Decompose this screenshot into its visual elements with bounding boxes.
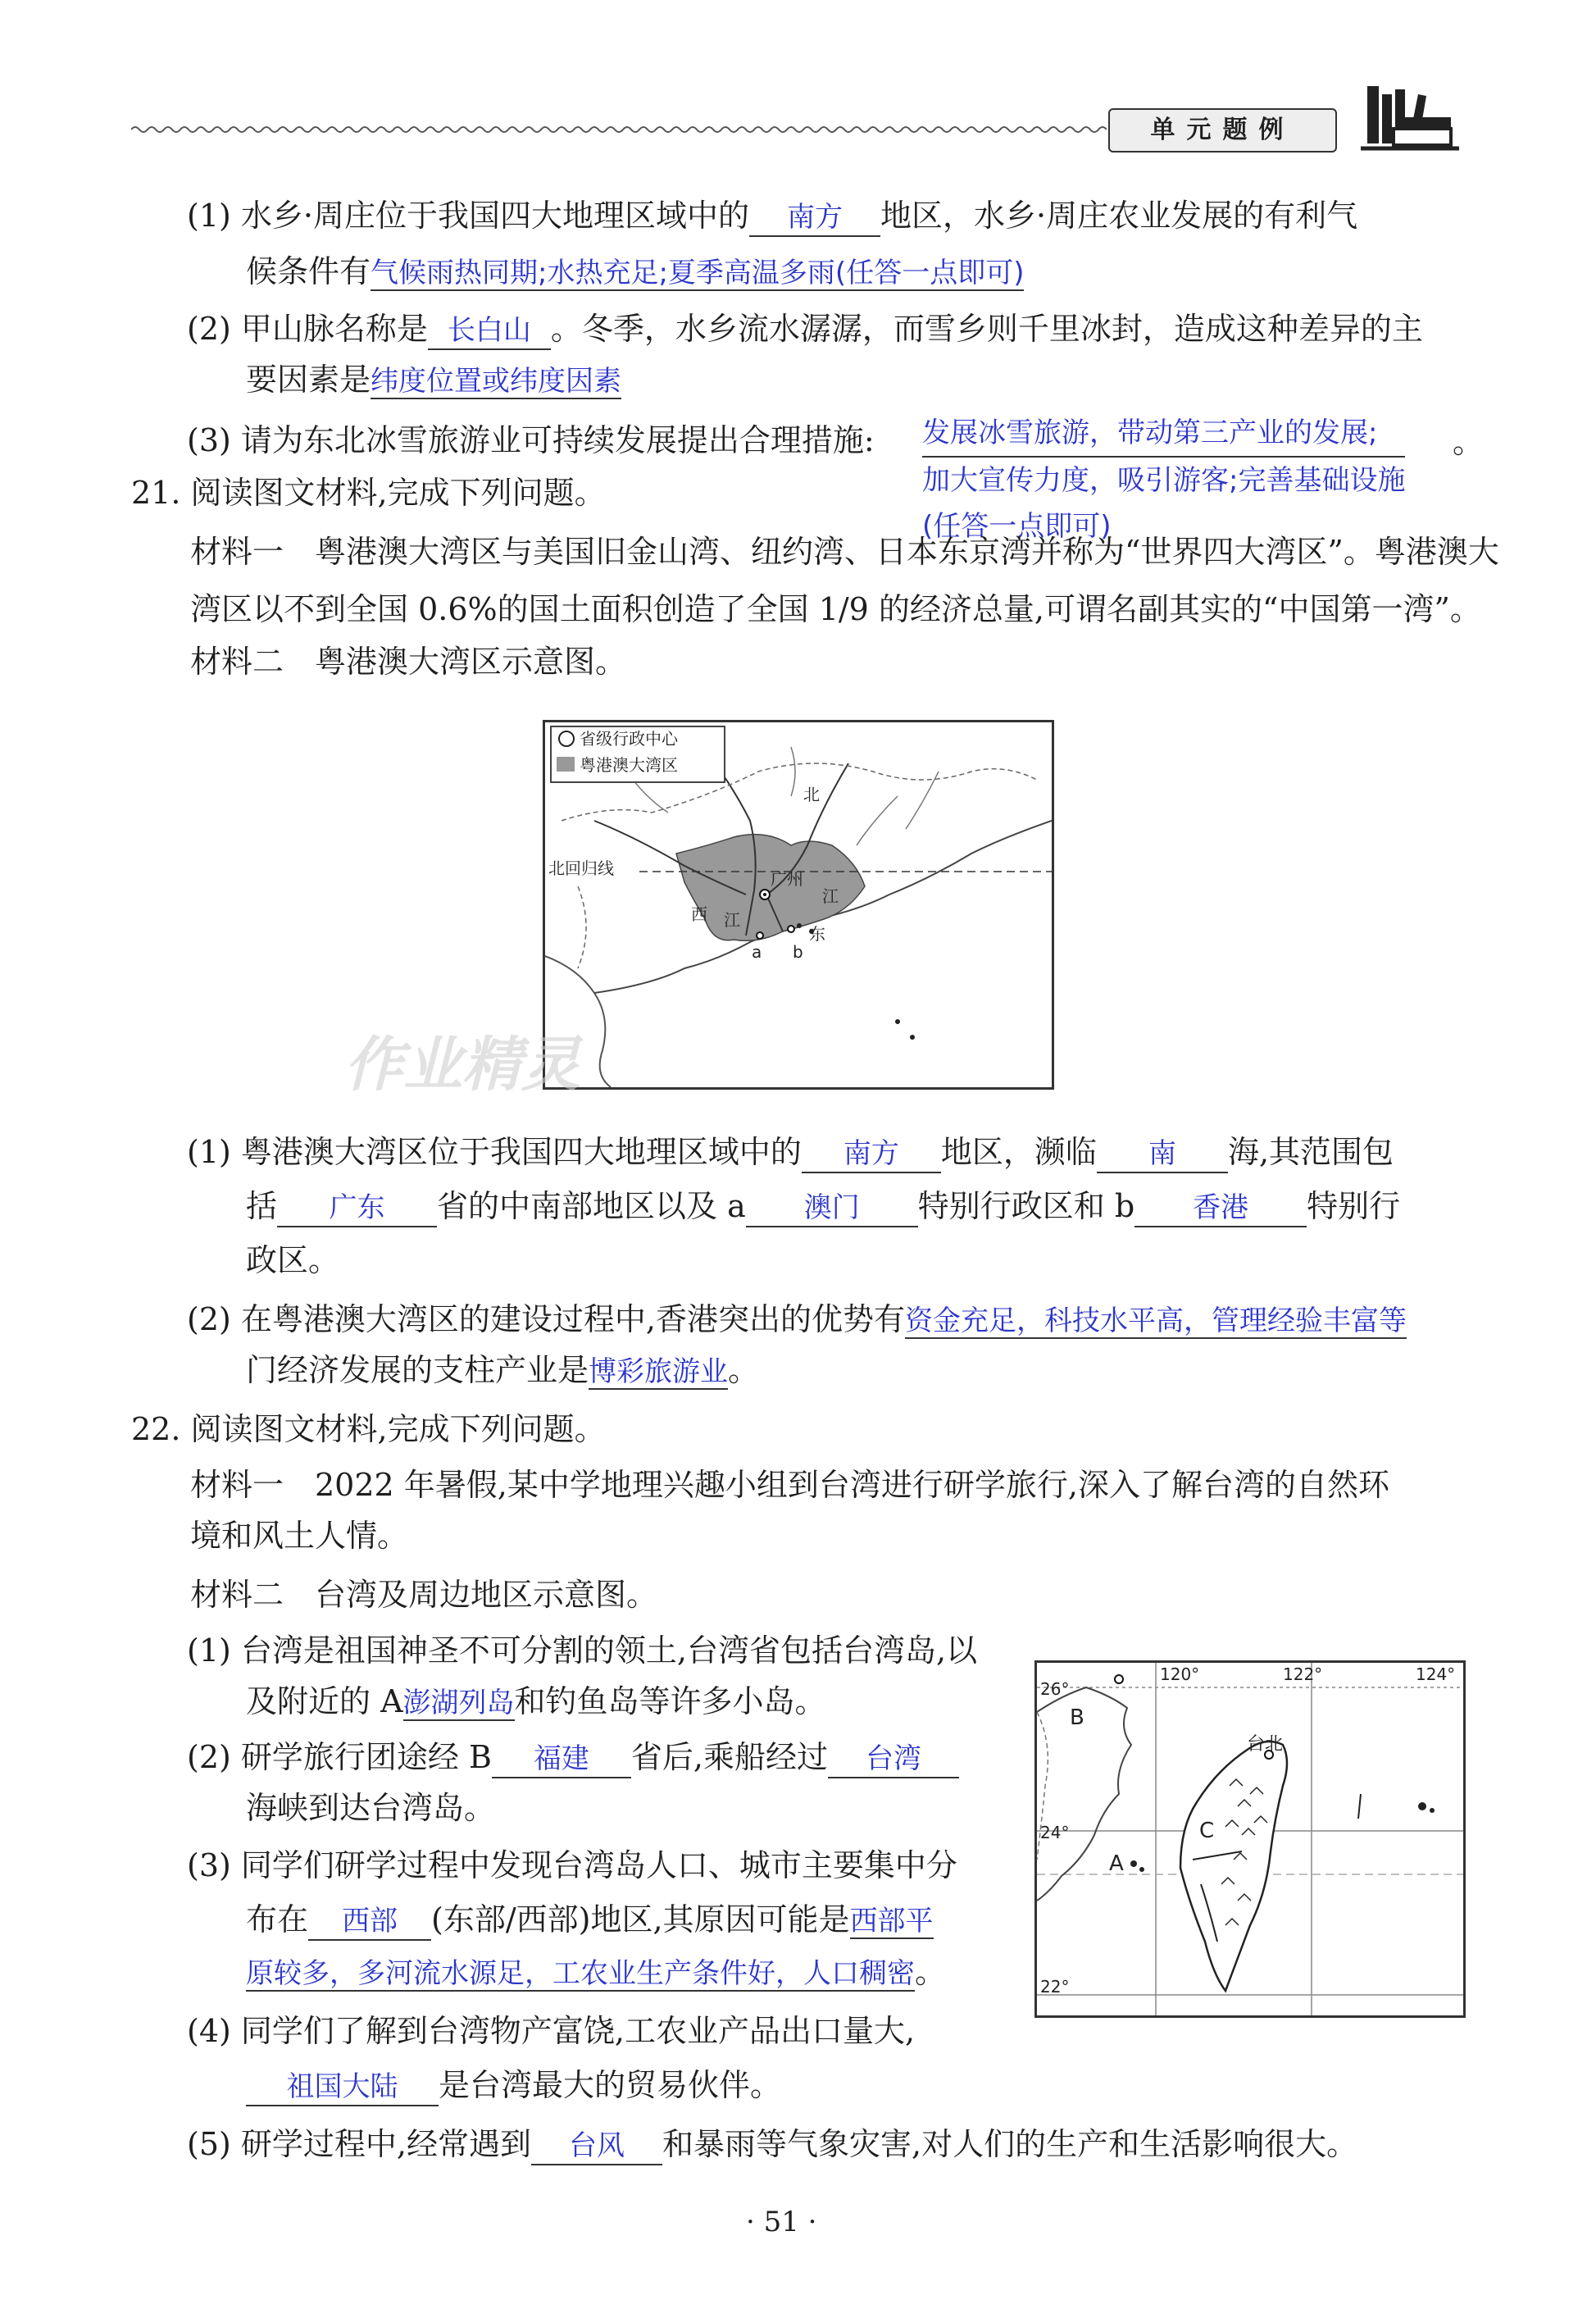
q22-p3-text-c: (东部/西部)地区,其原因可能是 [431, 1901, 850, 1937]
q22-label-C: C [1199, 1819, 1215, 1843]
q21-part2-line1 [187, 1299, 1407, 1341]
q22-part3-line1: (3) 同学们研学过程中发现台湾岛人口、城市主要集中分 [187, 1847, 957, 1883]
q22-p4-text-b: 是台湾最大的贸易伙伴。 [439, 2067, 782, 2103]
q21-part1-line3: 政区。 [246, 1242, 340, 1278]
q21-p1-answer-province: 广东 [277, 1190, 437, 1227]
q22-lon-124: 124° [1416, 1664, 1456, 1684]
q20-p3-answer-line2: 加大宣传力度，吸引游客;完善基础设施 [922, 464, 1406, 497]
q22-lat-22: 22° [1040, 1977, 1070, 1997]
q22-p1-text-b: 及附近的 A [246, 1683, 403, 1719]
q21-p1-answer-region: 南方 [802, 1136, 941, 1173]
q22-p3-answer-area: 西部 [308, 1903, 431, 1941]
q21-p1-text-e: 省的中南部地区以及 a [437, 1188, 746, 1224]
q20-p1-text-c: 候条件有 [246, 253, 371, 289]
q22-part1-line1: (1) 台湾是祖国神圣不可分割的领土,台湾省包括台湾岛,以 [187, 1632, 978, 1669]
q22-taiwan-map [1034, 1660, 1466, 2018]
q20-p3-answer-line3: (任答一点即可) [922, 510, 1112, 543]
q20-p2-text-b: 。冬季，水乡流水潺潺，而雪乡则千里冰封，造成这种差异的主 [550, 311, 1423, 347]
q22-p2-answer-province: 福建 [492, 1741, 631, 1778]
q20-p2-text-c: 要因素是 [246, 362, 371, 398]
q21-part1-line1 [187, 1132, 1394, 1173]
q22-part3-line3 [246, 1951, 946, 1994]
unit-tab-label: 单元题例 [1108, 108, 1337, 153]
q22-part5-line1 [187, 2124, 1357, 2165]
q21-material1-line1: 材料一 粤港澳大湾区与美国旧金山湾、纽约湾、日本东京湾并称为“世界四大湾区”。粤港澳大 [190, 534, 1499, 570]
q21-label-a: a [752, 942, 762, 962]
q22-p5-text-b: 和暴雨等气象灾害,对人们的生产和生活影响很大。 [662, 2126, 1358, 2162]
q22-part1-line2 [246, 1681, 826, 1723]
q20-p2-answer-factor: 纬度位置或纬度因素 [371, 365, 622, 398]
q20-p2-answer-mountain: 长白山 [428, 312, 551, 350]
q21-p2-text-c: 。 [728, 1352, 760, 1388]
q21-p1-text-a: (1) 粤港澳大湾区位于我国四大地理区域中的 [187, 1134, 802, 1170]
q20-p1-text-b: 地区，水乡·周庄农业发展的有利气 [880, 198, 1358, 234]
q21-material1-line2: 湾区以不到全国 0.6%的国土面积创造了全国 1/9 的经济总量,可谓名副其实的“中国第一湾”。 [190, 591, 1481, 627]
q22-p3-answer-reason-start: 西部平 [849, 1905, 934, 1937]
q22-p5-text-a: (5) 研学过程中,经常遇到 [187, 2126, 531, 2162]
q21-map-legend [550, 726, 725, 783]
q22-p2-text-a: (2) 研学旅行团途经 B [187, 1739, 492, 1775]
q21-river-xi-jiang: 江 [724, 910, 740, 930]
q21-p1-answer-b: 香港 [1134, 1190, 1307, 1227]
q22-p2-text-b: 省后,乘船经过 [630, 1739, 829, 1775]
q21-material2: 材料二 粤港澳大湾区示意图。 [190, 644, 627, 680]
q20-p3-period: 。 [1453, 424, 1485, 460]
q21-greater-bay-map [543, 720, 1054, 1090]
q21-label-b: b [793, 942, 803, 962]
q21-part1-line2 [246, 1186, 1400, 1227]
q22-p1-answer-islands: 澎湖列岛 [402, 1687, 515, 1719]
q22-p4-answer-partner: 祖国大陆 [246, 2069, 439, 2106]
q22-p3-text-b: 布在 [246, 1901, 309, 1937]
q21-p2-text-a: (2) 在粤港澳大湾区的建设过程中,香港突出的优势有 [187, 1301, 905, 1337]
q22-part4-line1: (4) 同学们了解到台湾物产富饶,工农业产品出口量大, [187, 2013, 916, 2049]
q21-p1-text-d: 括 [246, 1188, 278, 1224]
q21-marker-a [757, 932, 763, 939]
q21-p2-text-b: 门经济发展的支柱产业是 [246, 1352, 589, 1388]
q20-p3-answer [922, 410, 1405, 549]
q22-lat-24: 24° [1040, 1823, 1070, 1842]
q21-river-bei: 北 [803, 785, 820, 804]
page-number: · 51 · [746, 2206, 817, 2238]
q21-part2-line2 [246, 1350, 759, 1392]
q21-p2-answer-industry: 博彩旅游业 [589, 1355, 729, 1388]
q22-p3-answer-reason: 原较多，多河流水源足，工农业生产条件好，人口稠密 [246, 1957, 915, 1990]
q21-title: 21. 阅读图文材料,完成下列问题。 [131, 475, 606, 511]
q22-part3-line2 [246, 1899, 934, 1942]
q21-p1-answer-sea: 南 [1097, 1136, 1228, 1173]
q22-material2: 材料二 台湾及周边地区示意图。 [190, 1577, 658, 1613]
q20-part2-line2 [246, 359, 621, 402]
q21-p1-text-b: 地区，濒临 [940, 1134, 1097, 1170]
q22-lon-122: 122° [1283, 1664, 1323, 1684]
q21-p1-answer-a: 澳门 [746, 1190, 918, 1227]
q21-river-dong-jiang: 江 [822, 886, 839, 906]
q20-part1-line2 [246, 251, 1024, 294]
q20-p2-text-a: (2) 甲山脉名称是 [187, 311, 428, 347]
q22-part4-line2 [246, 2065, 781, 2106]
q20-p3-text-a: (3) 请为东北冰雪旅游业可持续发展提出合理措施: [187, 422, 875, 458]
q22-title: 22. 阅读图文材料,完成下列问题。 [131, 1411, 606, 1447]
q22-lon-120: 120° [1160, 1664, 1200, 1684]
q21-marker-b [788, 926, 794, 932]
q20-p1-answer-climate: 气候雨热同期;水热充足;夏季高温多雨(任答一点即可) [371, 257, 1025, 289]
q22-p5-answer-disaster: 台风 [531, 2128, 662, 2165]
q22-label-B: B [1070, 1705, 1084, 1730]
q21-river-dong: 东 [809, 924, 825, 944]
legend-capital-icon [558, 731, 575, 747]
q22-material1-line1: 材料一 2022 年暑假,某中学地理兴趣小组到台湾进行研学旅行,深入了解台湾的自然环 [190, 1467, 1389, 1503]
q22-part2-line2: 海峡到达台湾岛。 [246, 1790, 496, 1826]
q21-tropic-label: 北回归线 [548, 858, 614, 878]
q20-p1-answer-region: 南方 [749, 199, 880, 237]
q22-part2-line1 [187, 1737, 959, 1778]
q21-river-xi: 西 [691, 904, 707, 924]
books-icon [1361, 78, 1459, 160]
q22-p3-text-d: 。 [915, 1954, 947, 1990]
q20-part2-line1 [187, 308, 1423, 350]
q22-map-drawing [1037, 1663, 1463, 2015]
q21-p1-text-c: 海,其范围包 [1227, 1134, 1394, 1170]
legend-capital-label: 省级行政中心 [580, 729, 678, 749]
q20-part3-line1 [187, 420, 875, 461]
q21-p1-text-f: 特别行政区和 b [917, 1188, 1135, 1224]
q20-p3-answer-line1: 发展冰雪旅游，带动第三产业的发展; [922, 410, 1405, 458]
q22-lat-26: 26° [1040, 1679, 1070, 1699]
q21-city-guangzhou: 广州 [771, 869, 803, 889]
q21-p1-text-g: 特别行 [1307, 1188, 1401, 1224]
q22-city-taipei: 台北 [1247, 1734, 1284, 1755]
watermark-text: 作业精灵 [344, 1030, 581, 1099]
legend-area-swatch [557, 757, 575, 772]
header-decorative-wave [131, 121, 1107, 138]
q22-p2-answer-strait: 台湾 [828, 1741, 959, 1778]
legend-area-label: 粤港澳大湾区 [580, 755, 678, 775]
q21-p2-answer-advantage: 资金充足，科技水平高，管理经验丰富等 [905, 1305, 1407, 1337]
q22-material1-line2: 境和风土人情。 [190, 1518, 409, 1554]
q22-p1-text-c: 和钓鱼岛等许多小岛。 [514, 1683, 826, 1719]
q20-p1-text-a: (1) 水乡·周庄位于我国四大地理区域中的 [187, 198, 749, 234]
q20-part1-line1 [187, 195, 1357, 237]
q22-label-A: A [1109, 1851, 1124, 1876]
q22-taiwan-island [1180, 1742, 1287, 1991]
